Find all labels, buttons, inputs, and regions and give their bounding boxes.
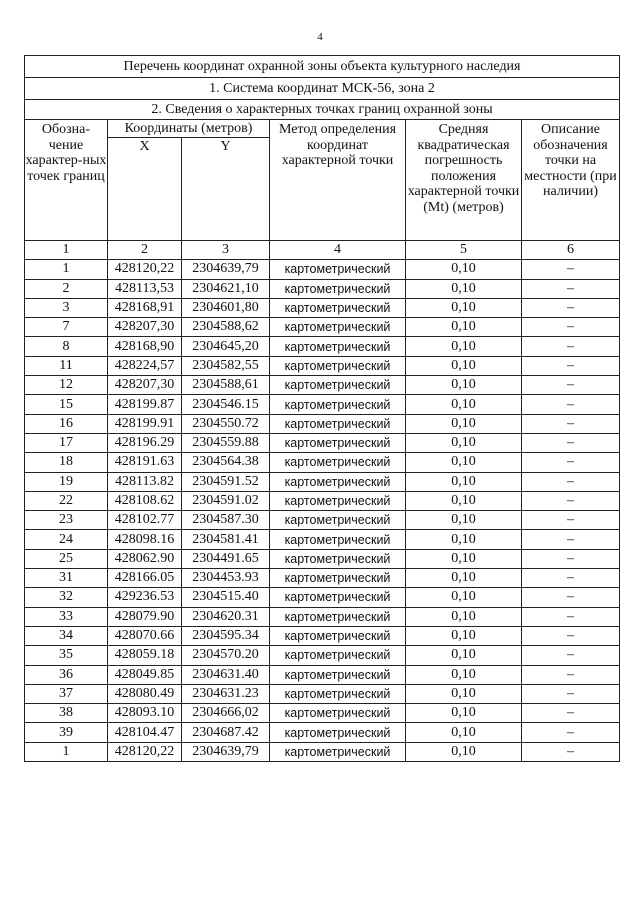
y-coordinate-cell: 2304491.65 (182, 549, 270, 568)
method-cell: картометрический (270, 684, 406, 703)
description-cell: – (522, 472, 620, 491)
x-coordinate-cell: 428168,91 (108, 298, 182, 317)
method-cell: картометрический (270, 414, 406, 433)
page-number: 4 (317, 31, 323, 43)
x-coordinate-cell: 428098.16 (108, 530, 182, 549)
description-cell: – (522, 453, 620, 472)
column-number: 2 (108, 241, 182, 260)
point-id-cell: 15 (25, 395, 108, 414)
x-coordinate-cell: 428199.87 (108, 395, 182, 414)
mean-square-error-cell: 0,10 (406, 704, 522, 723)
mean-square-error-cell: 0,10 (406, 318, 522, 337)
y-coordinate-cell: 2304588,61 (182, 376, 270, 395)
coordinates-table (24, 55, 620, 762)
table-title: Перечень координат охранной зоны объекта культурного наследия (25, 56, 620, 78)
description-cell: – (522, 318, 620, 337)
table-row (25, 376, 620, 395)
y-coordinate-cell: 2304639,79 (182, 260, 270, 279)
y-coordinate-cell: 2304631.40 (182, 665, 270, 684)
mean-square-error-cell: 0,10 (406, 530, 522, 549)
y-coordinate-cell: 2304639,79 (182, 742, 270, 761)
mean-square-error-cell: 0,10 (406, 376, 522, 395)
point-id-cell: 38 (25, 704, 108, 723)
x-coordinate-cell: 428224,57 (108, 356, 182, 375)
method-cell: картометрический (270, 279, 406, 298)
x-coordinate-cell: 428196.29 (108, 433, 182, 452)
y-coordinate-cell: 2304601,80 (182, 298, 270, 317)
point-id-cell: 36 (25, 665, 108, 684)
y-coordinate-cell: 2304621,10 (182, 279, 270, 298)
table-row (25, 665, 620, 684)
column-number: 5 (406, 241, 522, 260)
description-cell: – (522, 684, 620, 703)
y-coordinate-cell: 2304631.23 (182, 684, 270, 703)
method-cell: картометрический (270, 318, 406, 337)
mean-square-error-cell: 0,10 (406, 626, 522, 645)
method-cell: картометрический (270, 298, 406, 317)
table-row (25, 511, 620, 530)
description-cell: – (522, 279, 620, 298)
y-coordinate-cell: 2304453.93 (182, 569, 270, 588)
x-coordinate-cell: 428079.90 (108, 607, 182, 626)
description-cell: – (522, 337, 620, 356)
table-row (25, 395, 620, 414)
description-cell: – (522, 646, 620, 665)
y-coordinate-cell: 2304595.34 (182, 626, 270, 645)
mean-square-error-cell: 0,10 (406, 453, 522, 472)
description-cell: – (522, 511, 620, 530)
point-id-cell: 31 (25, 569, 108, 588)
table-row (25, 626, 620, 645)
table-row (25, 433, 620, 452)
y-coordinate-cell: 2304582,55 (182, 356, 270, 375)
x-coordinate-cell: 428104.47 (108, 723, 182, 742)
point-id-cell: 11 (25, 356, 108, 375)
point-id-cell: 1 (25, 260, 108, 279)
table-row (25, 607, 620, 626)
table-row (25, 742, 620, 761)
method-cell: картометрический (270, 723, 406, 742)
x-coordinate-cell: 428049.85 (108, 665, 182, 684)
y-coordinate-cell: 2304550.72 (182, 414, 270, 433)
header-method: Метод определения координат характерной точки (270, 120, 406, 241)
y-coordinate-cell: 2304570.20 (182, 646, 270, 665)
description-cell: – (522, 356, 620, 375)
y-coordinate-cell: 2304581.41 (182, 530, 270, 549)
method-cell: картометрический (270, 337, 406, 356)
method-cell: картометрический (270, 376, 406, 395)
description-cell: – (522, 607, 620, 626)
x-coordinate-cell: 428120,22 (108, 260, 182, 279)
mean-square-error-cell: 0,10 (406, 607, 522, 626)
y-coordinate-cell: 2304666,02 (182, 704, 270, 723)
point-id-cell: 16 (25, 414, 108, 433)
description-cell: – (522, 549, 620, 568)
table-row (25, 298, 620, 317)
method-cell: картометрический (270, 356, 406, 375)
description-cell: – (522, 414, 620, 433)
x-coordinate-cell: 428080.49 (108, 684, 182, 703)
point-id-cell: 23 (25, 511, 108, 530)
method-cell: картометрический (270, 704, 406, 723)
description-cell: – (522, 588, 620, 607)
description-cell: – (522, 665, 620, 684)
table-row (25, 491, 620, 510)
x-coordinate-cell: 428113,53 (108, 279, 182, 298)
method-cell: картометрический (270, 742, 406, 761)
column-number: 6 (522, 241, 620, 260)
mean-square-error-cell: 0,10 (406, 356, 522, 375)
description-cell: – (522, 723, 620, 742)
description-cell: – (522, 742, 620, 761)
description-cell: – (522, 704, 620, 723)
mean-square-error-cell: 0,10 (406, 569, 522, 588)
description-cell: – (522, 530, 620, 549)
mean-square-error-cell: 0,10 (406, 723, 522, 742)
point-id-cell: 22 (25, 491, 108, 510)
mean-square-error-cell: 0,10 (406, 742, 522, 761)
x-coordinate-cell: 428207,30 (108, 376, 182, 395)
column-number: 4 (270, 241, 406, 260)
point-id-cell: 34 (25, 626, 108, 645)
method-cell: картометрический (270, 569, 406, 588)
y-coordinate-cell: 2304546.15 (182, 395, 270, 414)
x-coordinate-cell: 428199.91 (108, 414, 182, 433)
column-number: 3 (182, 241, 270, 260)
x-coordinate-cell: 428108.62 (108, 491, 182, 510)
method-cell: картометрический (270, 433, 406, 452)
method-cell: картометрический (270, 472, 406, 491)
method-cell: картометрический (270, 260, 406, 279)
table-row (25, 318, 620, 337)
description-cell: – (522, 376, 620, 395)
point-id-cell: 37 (25, 684, 108, 703)
section-heading: 2. Сведения о характерных точках границ охранной зоны (25, 100, 620, 120)
mean-square-error-cell: 0,10 (406, 279, 522, 298)
column-number: 1 (25, 241, 108, 260)
point-id-cell: 19 (25, 472, 108, 491)
mean-square-error-cell: 0,10 (406, 511, 522, 530)
point-id-cell: 3 (25, 298, 108, 317)
mean-square-error-cell: 0,10 (406, 414, 522, 433)
mean-square-error-cell: 0,10 (406, 472, 522, 491)
mean-square-error-cell: 0,10 (406, 298, 522, 317)
header-description: Описание обозначения точки на местности (при наличии) (522, 120, 620, 241)
point-id-cell: 24 (25, 530, 108, 549)
x-coordinate-cell: 428062.90 (108, 549, 182, 568)
method-cell: картометрический (270, 665, 406, 684)
mean-square-error-cell: 0,10 (406, 588, 522, 607)
point-id-cell: 2 (25, 279, 108, 298)
description-cell: – (522, 569, 620, 588)
header-x: X (108, 138, 182, 241)
point-id-cell: 8 (25, 337, 108, 356)
table-row (25, 684, 620, 703)
mean-square-error-cell: 0,10 (406, 433, 522, 452)
x-coordinate-cell: 428166.05 (108, 569, 182, 588)
x-coordinate-cell: 428102.77 (108, 511, 182, 530)
method-cell: картометрический (270, 491, 406, 510)
table-row (25, 723, 620, 742)
y-coordinate-cell: 2304515.40 (182, 588, 270, 607)
method-cell: картометрический (270, 453, 406, 472)
mean-square-error-cell: 0,10 (406, 395, 522, 414)
table-row (25, 569, 620, 588)
method-cell: картометрический (270, 607, 406, 626)
description-cell: – (522, 626, 620, 645)
method-cell: картометрический (270, 549, 406, 568)
method-cell: картометрический (270, 530, 406, 549)
coordinate-system: 1. Система координат МСК-56, зона 2 (25, 78, 620, 100)
y-coordinate-cell: 2304564.38 (182, 453, 270, 472)
mean-square-error-cell: 0,10 (406, 684, 522, 703)
x-coordinate-cell: 428113.82 (108, 472, 182, 491)
point-id-cell: 7 (25, 318, 108, 337)
x-coordinate-cell: 428207,30 (108, 318, 182, 337)
table-row (25, 588, 620, 607)
table-row (25, 260, 620, 279)
header-y: Y (182, 138, 270, 241)
x-coordinate-cell: 428093.10 (108, 704, 182, 723)
point-id-cell: 17 (25, 433, 108, 452)
table-row (25, 704, 620, 723)
table-row (25, 472, 620, 491)
y-coordinate-cell: 2304687.42 (182, 723, 270, 742)
description-cell: – (522, 491, 620, 510)
description-cell: – (522, 260, 620, 279)
table-row (25, 453, 620, 472)
point-id-cell: 39 (25, 723, 108, 742)
description-cell: – (522, 298, 620, 317)
x-coordinate-cell: 428120,22 (108, 742, 182, 761)
header-coordinates: Координаты (метров) (108, 120, 270, 138)
method-cell: картометрический (270, 646, 406, 665)
mean-square-error-cell: 0,10 (406, 665, 522, 684)
header-point-designation: Обозна-чение характер-ных точек границ (25, 120, 108, 241)
table-row (25, 279, 620, 298)
x-coordinate-cell: 428059.18 (108, 646, 182, 665)
y-coordinate-cell: 2304591.52 (182, 472, 270, 491)
method-cell: картометрический (270, 395, 406, 414)
method-cell: картометрический (270, 511, 406, 530)
y-coordinate-cell: 2304591.02 (182, 491, 270, 510)
table-row (25, 549, 620, 568)
y-coordinate-cell: 2304620.31 (182, 607, 270, 626)
mean-square-error-cell: 0,10 (406, 337, 522, 356)
x-coordinate-cell: 428168,90 (108, 337, 182, 356)
y-coordinate-cell: 2304559.88 (182, 433, 270, 452)
x-coordinate-cell: 428191.63 (108, 453, 182, 472)
method-cell: картометрический (270, 588, 406, 607)
table-row (25, 530, 620, 549)
point-id-cell: 33 (25, 607, 108, 626)
point-id-cell: 18 (25, 453, 108, 472)
point-id-cell: 12 (25, 376, 108, 395)
mean-square-error-cell: 0,10 (406, 549, 522, 568)
method-cell: картометрический (270, 626, 406, 645)
point-id-cell: 1 (25, 742, 108, 761)
y-coordinate-cell: 2304587.30 (182, 511, 270, 530)
table-row (25, 646, 620, 665)
description-cell: – (522, 433, 620, 452)
table-row (25, 414, 620, 433)
description-cell: – (522, 395, 620, 414)
x-coordinate-cell: 429236.53 (108, 588, 182, 607)
point-id-cell: 35 (25, 646, 108, 665)
mean-square-error-cell: 0,10 (406, 646, 522, 665)
point-id-cell: 32 (25, 588, 108, 607)
mean-square-error-cell: 0,10 (406, 260, 522, 279)
x-coordinate-cell: 428070.66 (108, 626, 182, 645)
column-number-row (25, 241, 620, 260)
mean-square-error-cell: 0,10 (406, 491, 522, 510)
y-coordinate-cell: 2304645,20 (182, 337, 270, 356)
y-coordinate-cell: 2304588,62 (182, 318, 270, 337)
table-row (25, 356, 620, 375)
table-row (25, 337, 620, 356)
point-id-cell: 25 (25, 549, 108, 568)
header-error: Средняя квадратическая погрешность положения характерной точки (Mt) (метров) (406, 120, 522, 241)
